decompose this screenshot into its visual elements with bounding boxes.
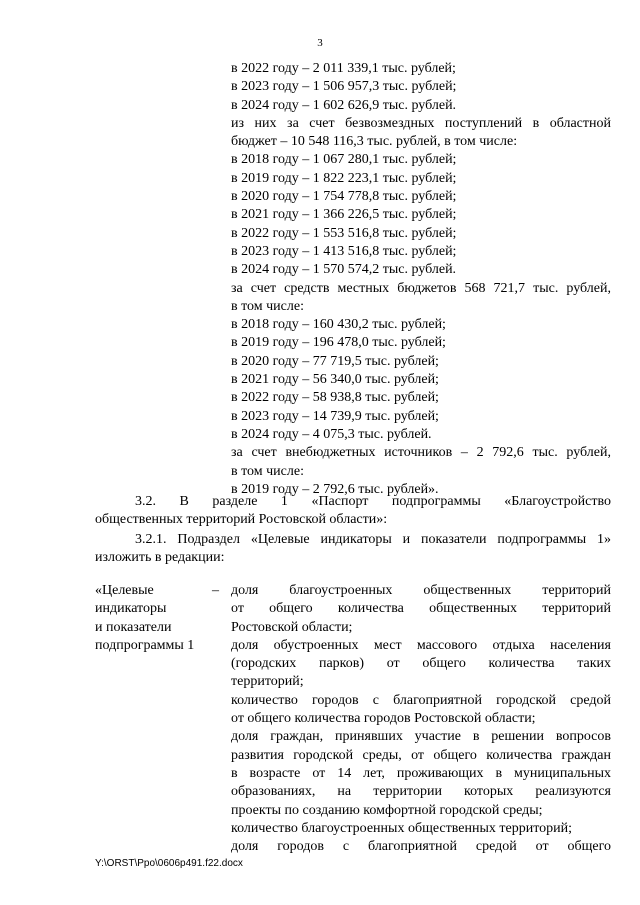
budget-line: из них за счет безвозмездных поступлений в областной: [231, 115, 611, 131]
budget-line: в 2024 году – 4 075,3 тыс. рублей.: [231, 426, 432, 442]
budget-line: за счет средств местных бюджетов 568 721,7 тыс. рублей,: [231, 280, 611, 296]
budget-line: в том числе:: [231, 463, 304, 479]
budget-line: в 2023 году – 1 506 957,3 тыс. рублей;: [231, 79, 457, 95]
budget-line: в 2019 году – 196 478,0 тыс. рублей;: [231, 335, 446, 351]
indicator-line: количество благоустроенных общественных территорий;: [231, 820, 573, 836]
paragraph-line: общественных территорий Ростовской области»:: [95, 512, 388, 528]
indicator-line: доля благоустроенных общественных территорий: [231, 583, 611, 598]
indicator-line: развития городской среды, от общего количества граждан: [231, 747, 611, 763]
paragraph-line: изложить в редакции:: [95, 550, 225, 566]
budget-line: в 2022 году – 58 938,8 тыс. рублей;: [231, 390, 439, 406]
budget-line: в 2019 году – 2 792,6 тыс. рублей».: [231, 481, 439, 497]
budget-line: в 2023 году – 1 413 516,8 тыс. рублей;: [231, 243, 457, 259]
indicator-line: Ростовской области;: [231, 619, 353, 635]
indicator-line: в возрасте от 14 лет, проживающих в муниципальных: [231, 765, 611, 781]
table-label-line: «Целевые: [95, 583, 154, 598]
budget-line: в 2018 году – 1 067 280,1 тыс. рублей;: [231, 152, 457, 168]
budget-line: в 2021 году – 56 340,0 тыс. рублей;: [231, 372, 439, 388]
paragraph-line: 3.2. В разделе 1 «Паспорт подпрограммы «Благоустройство: [135, 494, 611, 509]
budget-line: в 2018 году – 160 430,2 тыс. рублей;: [231, 317, 446, 333]
table-label-line: подпрограммы 1: [95, 637, 195, 653]
paragraph-line: 3.2.1. Подраздел «Целевые индикаторы и показатели подпрограммы 1»: [135, 532, 611, 547]
section-3-2: [95, 493, 611, 530]
page-number: 3: [317, 37, 323, 49]
indicator-line: проекты по созданию комфортной городской среды;: [231, 802, 543, 818]
budget-line: бюджет – 10 548 116,3 тыс. рублей, в том числе:: [231, 134, 518, 150]
indicator-line: доля граждан, принявших участие в решении вопросов: [231, 729, 611, 745]
indicator-line: количество городов с благоприятной городской средой: [231, 692, 611, 708]
budget-line: за счет внебюджетных источников – 2 792,6 тыс. рублей,: [231, 445, 611, 461]
indicator-line: (городских парков) от общего количества таких: [231, 656, 611, 672]
indicator-line: доля городов с благоприятной средой от общего: [231, 839, 611, 855]
table-label-column: [95, 582, 230, 655]
budget-line: в 2020 году – 77 719,5 тыс. рублей;: [231, 353, 439, 369]
budget-line: в том числе:: [231, 298, 304, 314]
budget-line: в 2024 году – 1 570 574,2 тыс. рублей.: [231, 262, 457, 278]
table-dash: –: [212, 583, 219, 598]
budget-line: в 2022 году – 1 553 516,8 тыс. рублей;: [231, 225, 457, 241]
footer-file-path: Y:\ORST\Ppo\0606p491.f22.docx: [95, 858, 243, 869]
indicator-line: территорий;: [231, 674, 304, 690]
budget-line: в 2022 году – 2 011 339,1 тыс. рублей;: [231, 61, 456, 76]
table-label-line: индикаторы: [95, 601, 167, 617]
target-indicators-list: [231, 582, 611, 856]
budget-line: в 2020 году – 1 754 778,8 тыс. рублей;: [231, 189, 457, 205]
budget-financing-block: [231, 60, 611, 499]
section-3-2-1: [95, 531, 611, 568]
table-label-line: и показатели: [95, 619, 172, 635]
budget-line: в 2024 году – 1 602 626,9 тыс. рублей.: [231, 97, 457, 113]
indicator-line: от общего количества городов Ростовской области;: [231, 711, 536, 727]
budget-line: в 2023 году – 14 739,9 тыс. рублей;: [231, 408, 439, 424]
indicator-line: доля обустроенных мест массового отдыха населения: [231, 637, 611, 653]
indicator-line: от общего количества общественных территорий: [231, 601, 611, 617]
budget-line: в 2019 году – 1 822 223,1 тыс. рублей;: [231, 170, 457, 186]
budget-line: в 2021 году – 1 366 226,5 тыс. рублей;: [231, 207, 457, 223]
indicator-line: образованиях, на территории которых реализуются: [231, 784, 611, 800]
